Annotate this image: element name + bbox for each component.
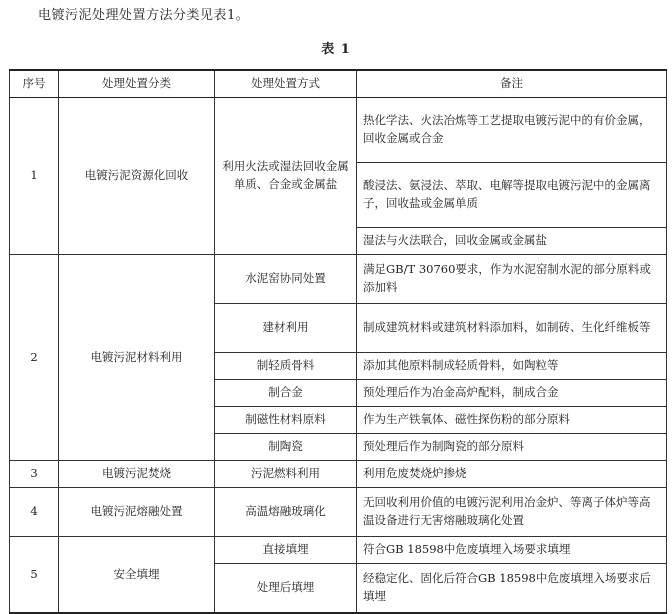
row-category: 电镀污泥焚烧 [59, 461, 215, 488]
row-note: 湿法与火法联合，回收金属或金属盐 [357, 228, 667, 255]
table-row [10, 461, 667, 488]
table-row [10, 488, 667, 537]
row-category: 电镀污泥材料利用 [59, 255, 215, 461]
row-note: 利用危废焚烧炉掺烧 [357, 461, 667, 488]
row-note: 满足GB/T 30760要求，作为水泥窑制水泥的部分原料或添加料 [357, 255, 667, 304]
header-category: 处理处置分类 [59, 70, 215, 98]
row-method: 污泥燃料利用 [215, 461, 357, 488]
row-method: 水泥窑协同处置 [215, 255, 357, 304]
row-note: 作为生产铁氧体、磁性探伤粉的部分原料 [357, 407, 667, 434]
disposal-method-table [9, 69, 667, 614]
intro-text: 电镀污泥处理处置方法分类见表1。 [38, 8, 250, 23]
row-number: 1 [10, 98, 59, 255]
row-category: 安全填埋 [59, 537, 215, 614]
row-method: 处理后填埋 [215, 564, 357, 614]
row-method: 制磁性材料原料 [215, 407, 357, 434]
table-row [10, 98, 667, 163]
header-number: 序号 [10, 70, 59, 98]
row-number: 5 [10, 537, 59, 614]
row-note: 预处理后作为冶金高炉配料，制成合金 [357, 380, 667, 407]
row-number: 2 [10, 255, 59, 461]
row-note: 酸浸法、氨浸法、萃取、电解等提取电镀污泥中的金属离子，回收盐或金属单质 [357, 163, 667, 228]
table-row [10, 537, 667, 564]
row-category: 电镀污泥资源化回收 [59, 98, 215, 255]
row-number: 4 [10, 488, 59, 537]
row-note: 无回收利用价值的电镀污泥利用冶金炉、等离子体炉等高温设备进行无害熔融玻璃化处置 [357, 488, 667, 537]
row-note: 经稳定化、固化后符合GB 18598中危废填埋入场要求后填埋 [357, 564, 667, 614]
row-note: 制成建筑材料或建筑材料添加料，如制砖、生化纤维板等 [357, 304, 667, 353]
table-row [10, 255, 667, 304]
table-header-row [10, 70, 667, 98]
row-method: 高温熔融玻璃化 [215, 488, 357, 537]
header-method: 处理处置方式 [215, 70, 357, 98]
row-note: 符合GB 18598中危废填埋入场要求填埋 [357, 537, 667, 564]
row-method: 制陶瓷 [215, 434, 357, 461]
header-note: 备注 [357, 70, 667, 98]
row-method: 制合金 [215, 380, 357, 407]
row-method: 利用火法或湿法回收金属单质、合金或金属盐 [215, 98, 357, 255]
row-category: 电镀污泥熔融处置 [59, 488, 215, 537]
row-number: 3 [10, 461, 59, 488]
row-method: 建材利用 [215, 304, 357, 353]
row-note: 热化学法、火法冶炼等工艺提取电镀污泥中的有价金属，回收金属或合金 [357, 98, 667, 163]
row-method: 直接填埋 [215, 537, 357, 564]
row-note: 预处理后作为制陶瓷的部分原料 [357, 434, 667, 461]
row-method: 制轻质骨料 [215, 353, 357, 380]
row-note: 添加其他原料制成轻质骨料，如陶粒等 [357, 353, 667, 380]
table-caption: 表 1 [321, 42, 351, 57]
